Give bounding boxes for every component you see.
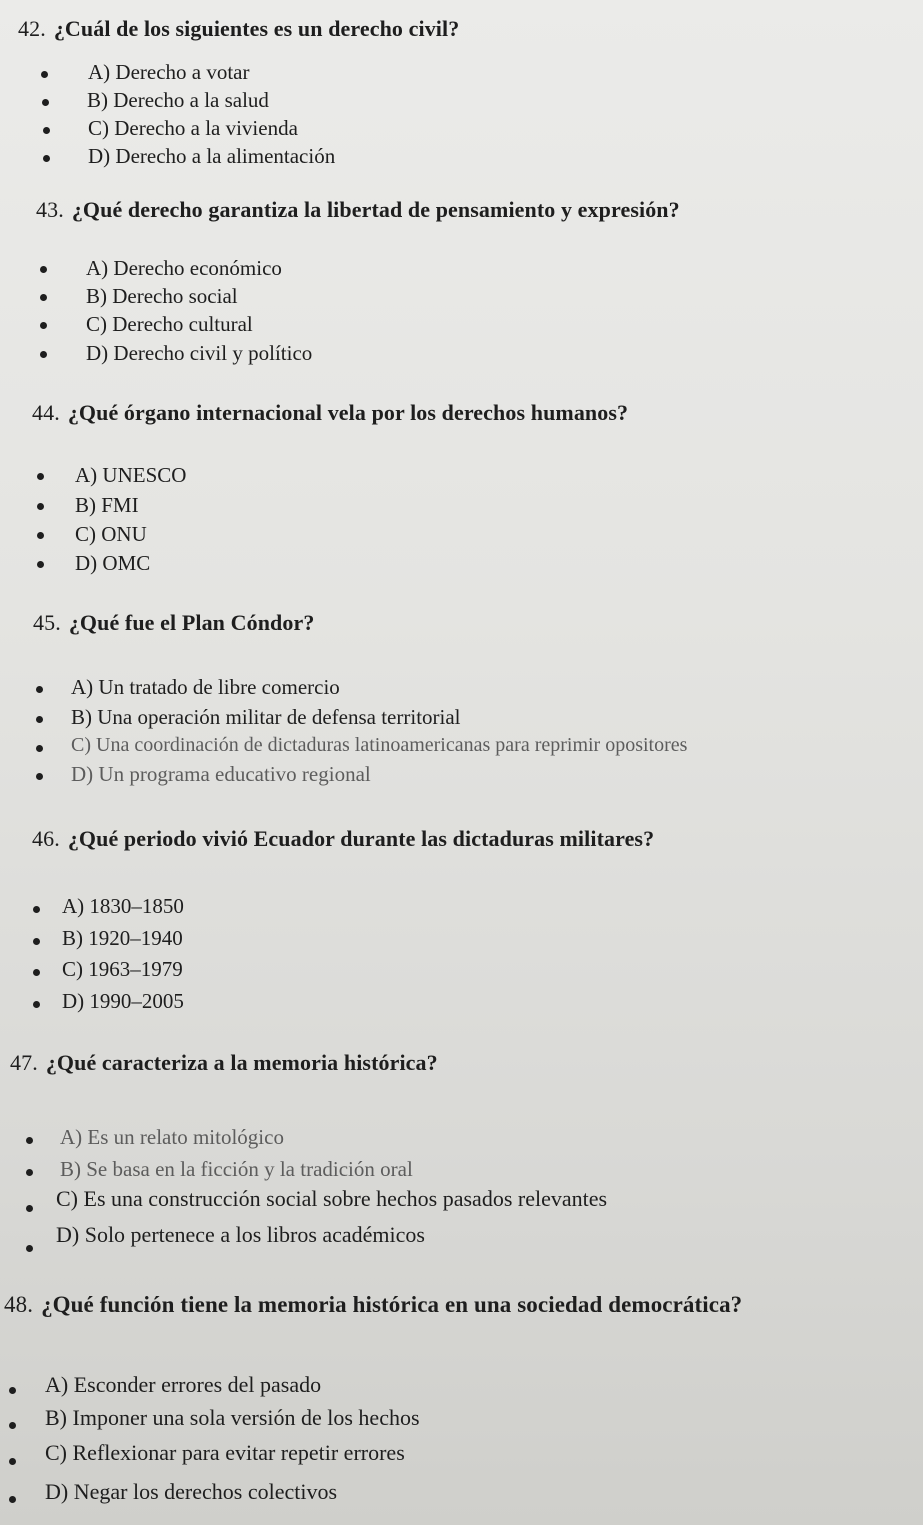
option-d: D) Un programa educativo regional xyxy=(71,762,371,786)
option-c: C) Reflexionar para evitar repetir errores xyxy=(45,1440,405,1465)
bullet-icon xyxy=(36,745,43,752)
question-number: 47. xyxy=(10,1050,38,1075)
option-a: A) 1830–1850 xyxy=(62,894,184,918)
bullet-icon xyxy=(9,1496,16,1503)
option-c: C) ONU xyxy=(75,522,147,546)
bullet-icon xyxy=(33,969,40,976)
question-text: ¿Qué órgano internacional vela por los derechos humanos? xyxy=(67,400,629,425)
bullet-icon xyxy=(9,1458,16,1465)
bullet-icon xyxy=(43,127,50,134)
option-b: B) Derecho social xyxy=(86,284,238,308)
bullet-icon xyxy=(37,473,44,480)
question-number: 44. xyxy=(32,400,60,425)
option-b: B) Derecho a la salud xyxy=(87,88,269,112)
question-number: 46. xyxy=(32,826,60,851)
option-b: B) Imponer una sola versión de los hechos xyxy=(45,1405,420,1430)
bullet-icon xyxy=(40,351,47,358)
bullet-icon xyxy=(36,716,43,723)
question-title xyxy=(32,826,654,852)
option-c: C) Es una construcción social sobre hechos pasados relevantes xyxy=(56,1186,608,1211)
question-title xyxy=(4,1292,742,1318)
option-a: A) Derecho económico xyxy=(86,256,282,280)
bullet-icon xyxy=(26,1137,33,1144)
bullet-icon xyxy=(26,1169,33,1176)
question-title xyxy=(36,197,680,223)
question-text: ¿Qué fue el Plan Cóndor? xyxy=(68,610,315,635)
option-c: C) Derecho cultural xyxy=(86,312,253,336)
question-title xyxy=(32,400,628,426)
option-a: A) UNESCO xyxy=(75,463,187,487)
question-title xyxy=(18,16,459,42)
option-c: C) Una coordinación de dictaduras latinoamericanas para reprimir opositores xyxy=(71,734,688,756)
bullet-icon xyxy=(37,532,44,539)
option-d: D) Derecho civil y político xyxy=(86,341,313,365)
option-d: D) Negar los derechos colectivos xyxy=(45,1479,338,1504)
bullet-icon xyxy=(37,561,44,568)
bullet-icon xyxy=(41,71,48,78)
question-number: 42. xyxy=(18,16,46,41)
question-text: ¿Qué periodo vivió Ecuador durante las dictaduras militares? xyxy=(67,826,655,851)
option-b: B) 1920–1940 xyxy=(62,926,183,950)
bullet-icon xyxy=(36,686,43,693)
bullet-icon xyxy=(33,938,40,945)
option-a: A) Derecho a votar xyxy=(88,60,250,84)
option-d: D) 1990–2005 xyxy=(62,989,184,1013)
question-title xyxy=(33,610,314,636)
bullet-icon xyxy=(42,99,49,106)
option-b: B) FMI xyxy=(75,493,139,517)
bullet-icon xyxy=(9,1387,16,1394)
bullet-icon xyxy=(43,155,50,162)
option-b: B) Una operación militar de defensa territorial xyxy=(71,705,461,729)
bullet-icon xyxy=(33,1001,40,1008)
question-text: ¿Qué derecho garantiza la libertad de pensamiento y expresión? xyxy=(71,197,680,222)
bullet-icon xyxy=(33,906,40,913)
bullet-icon xyxy=(40,266,47,273)
option-a: A) Es un relato mitológico xyxy=(60,1125,284,1149)
bullet-icon xyxy=(40,322,47,329)
option-c: C) Derecho a la vivienda xyxy=(88,116,298,140)
bullet-icon xyxy=(9,1422,16,1429)
question-number: 43. xyxy=(36,197,64,222)
question-text: ¿Qué función tiene la memoria histórica en una sociedad democrática? xyxy=(41,1292,743,1317)
option-a: A) Esconder errores del pasado xyxy=(45,1372,322,1397)
question-title xyxy=(10,1050,438,1076)
question-number: 45. xyxy=(33,610,61,635)
option-b: B) Se basa en la ficción y la tradición oral xyxy=(60,1157,413,1181)
option-a: A) Un tratado de libre comercio xyxy=(71,675,340,699)
question-text: ¿Qué caracteriza a la memoria histórica? xyxy=(45,1050,438,1075)
option-d: D) Solo pertenece a los libros académicos xyxy=(56,1222,425,1247)
question-text: ¿Cuál de los siguientes es un derecho civil? xyxy=(53,16,460,41)
bullet-icon xyxy=(36,773,43,780)
bullet-icon xyxy=(26,1205,33,1212)
bullet-icon xyxy=(37,503,44,510)
option-d: D) OMC xyxy=(75,551,151,575)
question-number: 48. xyxy=(4,1292,34,1317)
bullet-icon xyxy=(40,294,47,301)
bullet-icon xyxy=(26,1245,33,1252)
option-c: C) 1963–1979 xyxy=(62,957,183,981)
option-d: D) Derecho a la alimentación xyxy=(88,144,336,168)
